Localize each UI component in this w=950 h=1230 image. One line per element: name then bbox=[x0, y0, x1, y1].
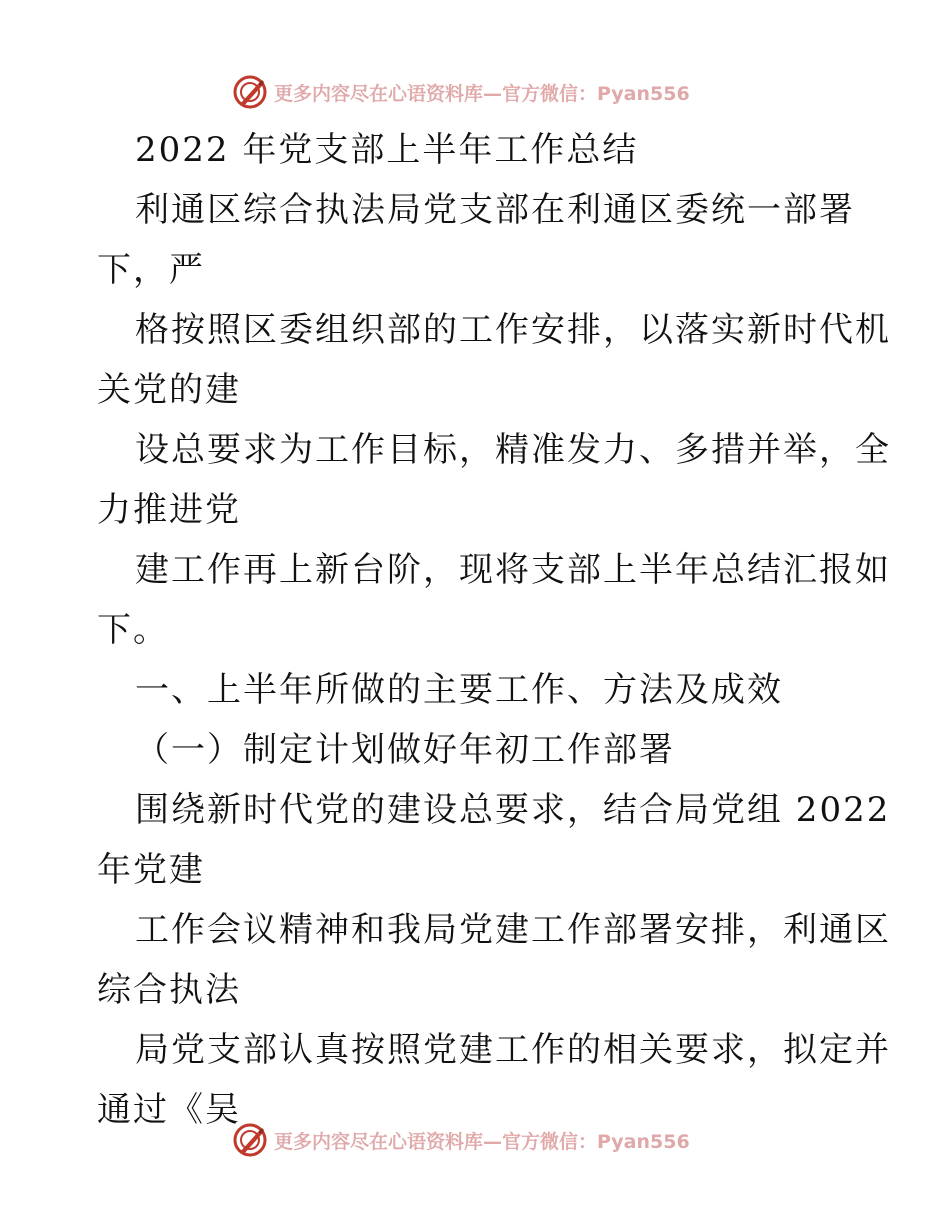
pen-logo-icon bbox=[232, 1122, 268, 1158]
text-line: 通过《吴 bbox=[97, 1090, 241, 1130]
text-line: 局党支部认真按照党建工作的相关要求，拟定并 bbox=[135, 1030, 891, 1070]
text-line: 关党的建 bbox=[97, 370, 241, 410]
watermark-text: 更多内容尽在心语资料库—官方微信：Pyan556 bbox=[274, 1130, 690, 1153]
text-line: 建工作再上新台阶，现将支部上半年总结汇报如 bbox=[135, 550, 891, 590]
text-line: 力推进党 bbox=[97, 490, 241, 530]
text-line: 年党建 bbox=[97, 850, 205, 890]
text-line: 下。 bbox=[97, 610, 169, 650]
text-line: 下，严 bbox=[97, 250, 205, 290]
text-line: （一）制定计划做好年初工作部署 bbox=[135, 730, 675, 770]
text-line: 2022 年党支部上半年工作总结 bbox=[135, 130, 639, 170]
text-line: 设总要求为工作目标，精准发力、多措并举，全 bbox=[135, 430, 891, 470]
watermark-text: 更多内容尽在心语资料库—官方微信：Pyan556 bbox=[274, 82, 690, 105]
watermark-banner-top bbox=[232, 72, 752, 112]
text-line: 工作会议精神和我局党建工作部署安排，利通区 bbox=[135, 910, 891, 950]
pen-logo-icon bbox=[232, 74, 268, 110]
text-line: 格按照区委组织部的工作安排，以落实新时代机 bbox=[135, 310, 891, 350]
text-line: 利通区综合执法局党支部在利通区委统一部署 bbox=[135, 190, 855, 230]
watermark-banner-bottom bbox=[232, 1120, 752, 1160]
text-line: 一、上半年所做的主要工作、方法及成效 bbox=[135, 670, 783, 710]
text-line: 综合执法 bbox=[97, 970, 241, 1010]
text-line: 围绕新时代党的建设总要求，结合局党组 2022 bbox=[135, 790, 891, 830]
document-body bbox=[97, 120, 891, 1140]
